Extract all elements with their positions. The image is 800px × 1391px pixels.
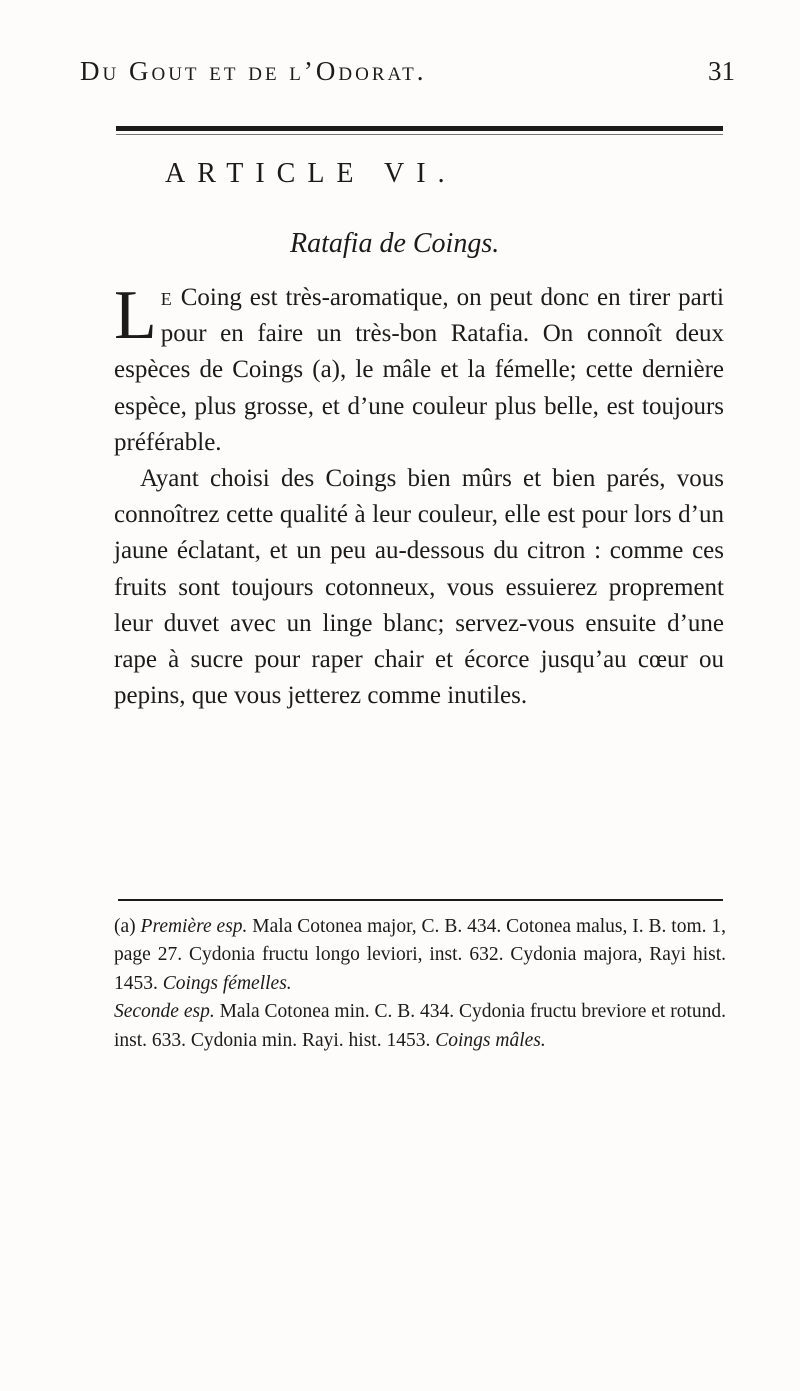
footnote-rule <box>118 899 723 901</box>
header-rule-thin <box>116 134 723 135</box>
paragraph-2: Ayant choisi des Coings bien mûrs et bien parés, vous connoîtrez cette qualité à leur couleur, elle est pour lors d’un jaune éclatant, et un peu au-dessous du citron : comme ces fruits sont toujours cotonneux, vous essuierez proprement leur duvet avec un linge blanc; servez-vous ensuite d’une rape à sucre pour raper chair et écorce jusqu’au cœur ou pepins, que vous jetterez comme inutiles. <box>114 465 724 710</box>
footnote-b-label: Seconde esp. <box>114 1001 215 1023</box>
footnote-b-text: Mala Cotonea min. C. B. 434. Cydonia fructu breviore et rotund. inst. 633. Cydonia min. Rayi. hist. 1453. <box>114 1001 726 1051</box>
footnote-a-label: Première esp. <box>140 916 248 937</box>
footnote-a-text: Mala Cotonea major, C. B. 434. Cotonea malus, I. B. tom. 1, page 27. Cydonia fructu longo leviori, inst. 632. Cydonia majora, Rayi hist. 1453. <box>114 916 727 994</box>
article-subtitle: Ratafia de Coings. <box>290 228 500 259</box>
running-head <box>80 56 735 96</box>
footnote-marker: (a) <box>114 916 136 937</box>
paragraph-1 <box>114 277 724 461</box>
article-heading: ARTICLE VI. <box>165 158 457 189</box>
drop-cap: L <box>114 277 157 354</box>
paragraph-1-text: Coing est très-aromatique, on peut donc en tirer parti pour en faire un très-bon Ratafia. On connoît deux espèces de Coings (a), le mâle et la fémelle; cette dernière espèce, plus grosse, et d’une couleur plus belle, est toujours préférable. <box>114 284 724 456</box>
footnote-a <box>114 913 726 998</box>
footnote-b-end: Coings mâles. <box>435 1029 546 1051</box>
footnote-a-end: Coings fémelles. <box>162 972 292 994</box>
footnotes <box>114 913 726 1055</box>
running-title: Du Gout et de l’Odorat. <box>80 56 427 86</box>
footnote-b <box>114 998 726 1055</box>
body-text <box>114 277 724 714</box>
header-rule <box>116 126 723 131</box>
first-word-rest: e <box>160 284 173 311</box>
page-number: 31 <box>708 56 735 86</box>
